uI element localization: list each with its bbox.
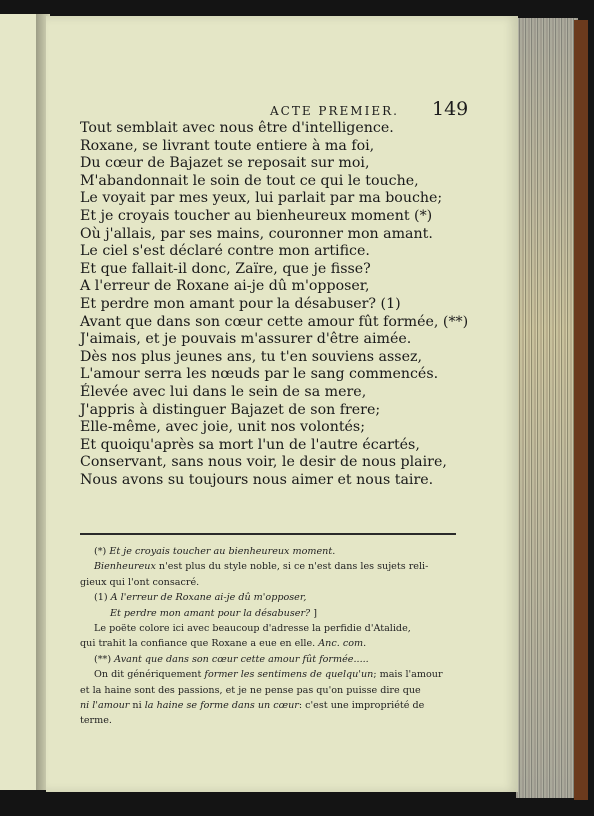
page-number: 149 (432, 98, 469, 120)
verse-line: A l'erreur de Roxane ai-je dû m'opposer, (80, 278, 370, 295)
page-edges (516, 18, 578, 798)
footnote-3-quote: (**) Avant que dans son cœur cette amour fût formée..... (94, 653, 369, 665)
verse-line: Roxane, se livrant toute entiere à ma foi, (80, 137, 375, 154)
verse-line: Le ciel s'est déclaré contre mon artifice. (80, 243, 370, 260)
book-cover-edge (574, 20, 588, 800)
footnote-2-text: Le poëte colore ici avec beaucoup d'adresse la perfidie d'Atalide, (94, 623, 411, 635)
verse-line: J'appris à distinguer Bajazet de son frere; (80, 401, 381, 418)
verse-line: Et perdre mon amant pour la désabuser? (1) (80, 295, 401, 312)
verse-line: Tout semblait avec nous être d'intelligence. (80, 120, 394, 136)
verse-line: Le voyait par mes yeux, lui parlait par ma bouche; (80, 190, 443, 207)
verse-line: Élevée avec lui dans le sein de sa mere, (80, 383, 367, 400)
verse-line: Et je croyais toucher au bienheureux moment (*) (80, 207, 433, 224)
footnote-3-text: et la haine sont des passions, et je ne pense pas qu'on puisse dire que (80, 684, 421, 696)
footnote-1-quote: (*) Et je croyais toucher au bienheureux moment. (94, 546, 336, 557)
running-title: ACTE PREMIER. (270, 104, 399, 118)
verse-line: L'amour serra les nœuds par le sang commencés. (80, 366, 439, 383)
verse-line: Avant que dans son cœur cette amour fût formée, (**) (80, 313, 469, 330)
footnote-2-quote: (1) A l'erreur de Roxane ai-je dû m'opposer, (94, 592, 307, 604)
verse-line: Dès nos plus jeunes ans, tu t'en souviens assez, (80, 348, 422, 365)
verse-line: Où j'allais, par ses mains, couronner mon amant. (80, 225, 433, 242)
footnote-2-quote: Et perdre mon amant pour la désabuser? ] (110, 607, 317, 619)
verse-line: Elle-même, avec joie, unit nos volontés; (80, 419, 365, 436)
footnote-1-text: Bienheureux n'est plus du style noble, si ce n'est dans les sujets reli- (94, 561, 429, 573)
footnotes (80, 544, 458, 729)
verse-line: Et que fallait-il donc, Zaïre, que je fisse? (80, 260, 371, 277)
verse-line: J'aimais, et je pouvais m'assurer d'être aimée. (80, 331, 412, 348)
footnote-3-text: terme. (80, 715, 112, 727)
book-page (46, 16, 518, 792)
verse-line: Conservant, sans nous voir, le desir de nous plaire, (80, 454, 447, 471)
verse-line: M'abandonnait le soin de tout ce qui le touche, (80, 172, 419, 189)
verse-block (80, 120, 469, 489)
verse-line: Nous avons su toujours nous aimer et nous taire. (80, 471, 434, 488)
left-page-edge (0, 14, 41, 790)
verse-line: Du cœur de Bajazet se reposait sur moi, (80, 155, 370, 172)
footnote-1-text: gieux qui l'ont consacré. (80, 576, 200, 588)
footnote-3-text: On dit génériquement former les sentimens de quelqu'un; mais l'amour (94, 669, 443, 681)
footnote-3-text: ni l'amour ni la haine se forme dans un cœur: c'est une impropriété de (80, 700, 425, 712)
footnote-divider (80, 533, 456, 535)
footnote-2-text: qui trahit la confiance que Roxane a eue en elle. Anc. com. (80, 638, 367, 650)
verse-line: Et quoiqu'après sa mort l'un de l'autre écartés, (80, 436, 420, 453)
